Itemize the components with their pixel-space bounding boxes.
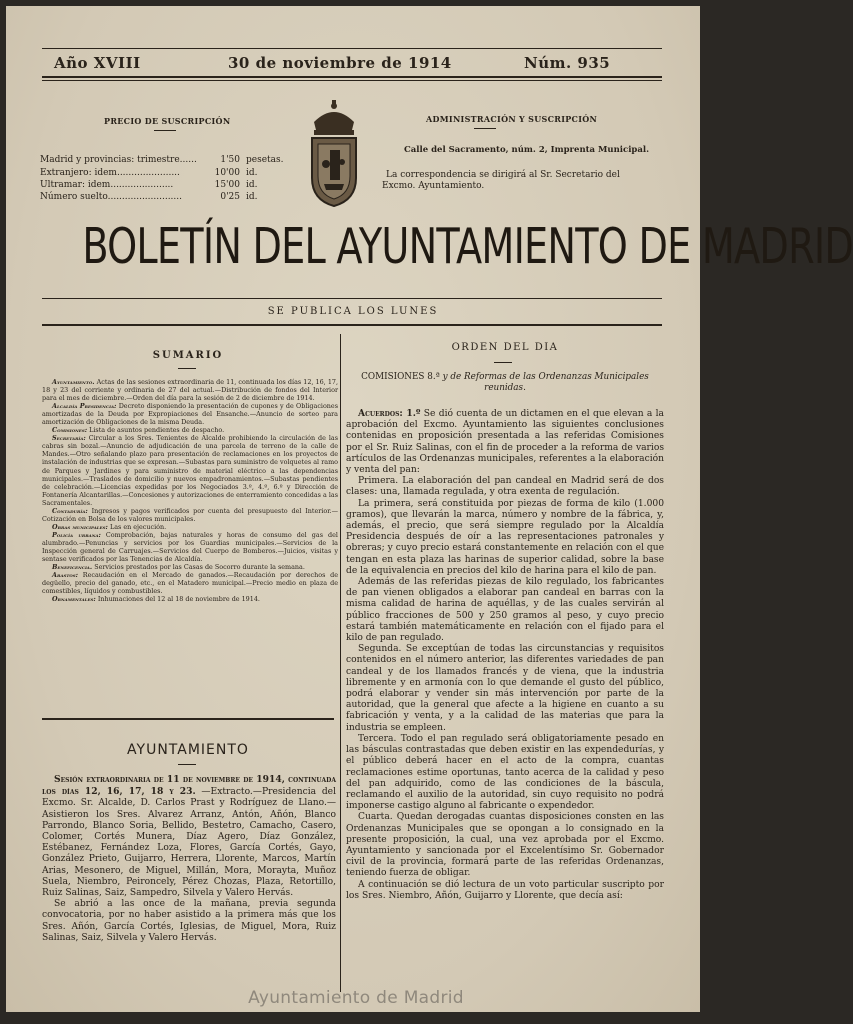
paragraph [42, 563, 338, 571]
paragraph-text: Además de las referidas piezas de kilo regulado, los fabricantes de pan vienen obligados a elaborar pan candeal en barras con la misma calidad de harina de aquéllas, y de las cuales servirán al público fracciones de 500 y 250 gramos al peso, y cuyo precio estará también matemáticamente en relación con el fijado para el kilo de pan regulado. [346, 577, 664, 644]
issue-year: Año XVIII [54, 54, 141, 72]
subscription-row [40, 168, 300, 180]
paragraph-text: Circular a los Sres. Tenientes de Alcalde prohibiendo la circulación de las cabras sin bozal.—Anuncio de adjudicación de una parcela de terreno de la calle de Mandes.—Otro señalando plazo para presentación de reclamaciones en los proyectos de instalación de industrias que se expresan.—Subastas para suministro de volquetes al ramo de Parques y Jardines y para suministro de material eléctrico a las dependencias municipales.—Traslados de domicilio y nuevos empadronamientos.—Subastas pendientes de celebración.—Licencias expedidas por los Negociados 3.º, 4.º, 6.º y Dirección de Fontanería Alcantarillas.—Concesiones y autorizaciones de enterramiento concedidas a las Sacramentales. [42, 434, 338, 507]
paragraph [42, 378, 338, 402]
paragraph [42, 595, 338, 603]
subscription-row [40, 180, 300, 192]
subscription-label: Madrid y provincias: trimestre...... [40, 155, 197, 165]
paragraph-text: Cuarta. Quedan derogadas cuantas disposiciones consten en las Ordenanzas Municipales que se opongan a lo consignado en la presente proposición, la cual, una vez aprobada por el Excmo. Ayuntamiento y sancionada por el Excelentísimo Sr. Gobernador civil de la provincia, formará parte de las referidas Ordenanzas, teniendo fuerza de obligar. [346, 812, 664, 879]
subscription-unit: id. [246, 168, 258, 178]
paragraph-text: Inhumaciones del 12 al 18 de noviembre de 1914. [97, 595, 260, 604]
subscription-label: Número suelto.......................... [40, 192, 182, 202]
subscription-title: PRECIO DE SUSCRIPCIÓN [104, 116, 231, 126]
paragraph-text: —Extracto.—Presidencia del Excmo. Sr. Alcalde, D. Carlos Prast y Rodríguez de Llano.—Asistieron los Sres. Alvarez Arranz, Antón, Añón, Blanco Parrondo, Blanco Soria, Bellido, Bestetro, Camacho, Casero, Colomer, Cortés Munera, Díaz Agero, Díaz González, Estébanez, Fernández Loza, Flores, García Cortés, Gayo, González Prieto, Guijarro, Herrera, Llorente, Marcos, Martín Arias, Mesonero, de Miguel, Millán, Mora, Morayta, Muñoz Suela, Niembro, Peironcely, Pérez Chozas, Plaza, Retortillo, Ruiz Salinas, Saiz, Sampedro, Silvela y Valero Hervás. [42, 787, 336, 899]
masthead-tagline: SE PUBLICA LOS LUNES [267, 306, 439, 317]
subscription-price: 15'00 [214, 180, 240, 190]
ayuntamiento-heading: AYUNTAMIENTO [127, 742, 249, 758]
section-lead: Contaduría: [52, 506, 88, 515]
subscription-price: 1'50 [220, 155, 240, 165]
paragraph [42, 523, 338, 531]
paragraph [346, 499, 664, 577]
paragraph-text: Decreto disponiendo la presentación de cupones y de Obligaciones amortizadas de la Deuda por Expropiaciones del Ensanche.—Anuncio de sorteo para amortización de Obligaciones de la misma Deuda. [42, 402, 338, 427]
paragraph [346, 734, 664, 812]
section-lead: Abastos: [52, 571, 79, 580]
sumario-end-rule [42, 718, 334, 720]
paragraph-text: Primera. La elaboración del pan candeal en Madrid será de dos clases: una, llamada regulada, y otra exenta de regulación. [346, 476, 664, 498]
sumario-dash [178, 368, 196, 369]
paragraph-text: Las en ejecución. [109, 522, 167, 531]
masthead-rule [42, 298, 662, 299]
section-lead: Secretaría: [52, 434, 86, 443]
orden-subheading-lead: COMISIONES 8.ª [361, 372, 440, 382]
paragraph [346, 476, 664, 498]
newspaper-page [6, 6, 853, 1012]
paragraph-text: Se dió cuenta de un dictamen en el que elevan a la aprobación del Excmo. Ayuntamiento las siguientes conclusiones contenidas en proposición presentada a las referidas Comisiones por el Sr. Ruiz Salinas, con el fin de proceder a la reforma de varios artículos de las Ordenanzas municipales, referentes a la elaboración y venta del pan: [346, 409, 664, 476]
paragraph-text: Servicios prestados por las Casas de Socorro durante la semana. [94, 563, 305, 572]
ayuntamiento-body [42, 774, 336, 988]
session-lead: Sesión extraordinaria de 11 de noviembre de 1914, continuada los días 12, 16, 17, 18 y 23. [42, 774, 336, 798]
subscription-row [40, 192, 300, 204]
sumario-heading: SUMARIO [152, 350, 224, 361]
sumario-body [42, 378, 338, 712]
paragraph [346, 408, 664, 476]
administration-address: Calle del Sacramento, núm. 2, Imprenta Municipal. [404, 145, 650, 155]
administration-title: ADMINISTRACIÓN Y SUSCRIPCIÓN [426, 114, 598, 124]
masthead-title: BOLETÍN DEL AYUNTAMIENTO DE MADRID [82, 218, 853, 275]
column-divider [340, 334, 341, 992]
subscription-unit: id. [246, 192, 258, 202]
paragraph-text: Actas de las sesiones extraordinaria de 11, continuada los días 12, 16, 17, 18 y 23 del corriente y ordinaria de 27 del actual.—Distribución de fondos del Interior para el mes de diciembre.—Orden del día para la sesión de 2 de diciembre de 1914. [42, 378, 338, 403]
section-lead: Beneficencia. [52, 563, 93, 572]
section-lead: Policía urbana: [52, 530, 101, 539]
paragraph [346, 880, 664, 902]
paragraph [42, 531, 338, 563]
subscription-dash [154, 130, 176, 131]
paragraph-text: Recaudación en el Mercado de ganados.—Recaudación por derechos de degüello, precio del ganado, etc., en el Matadero municipal.—Precio medio en plaza de comestibles, líquidos y combustibles. [42, 571, 338, 596]
orden-dash [494, 362, 512, 363]
subscription-price: 0'25 [220, 192, 240, 202]
section-lead: Alcaldía Presidencia: [52, 402, 117, 411]
paragraph [42, 402, 338, 426]
subscription-label: Ultramar: idem...................... [40, 180, 174, 190]
issue-number: Núm. 935 [524, 54, 611, 72]
header-rule [42, 76, 662, 78]
orden-subheading-text: y de Reformas de las Ordenanzas Municipales reunidas. [442, 372, 649, 393]
orden-subheading [346, 372, 664, 394]
paragraph [42, 426, 338, 434]
section-lead: Ayuntamiento. [52, 378, 95, 386]
section-lead: Ornamentales: [52, 595, 96, 604]
paragraph [42, 434, 338, 506]
paragraph-text: Segunda. Se exceptúan de todas las circunstancias y requisitos contenidos en el número anterior, las diferentes variedades de pan candeal y de los llamados francés y de viena, que la industria libremente y en armonía con lo que demande el gusto del público, podrá elaborar y vender sin más intervención por parte de la autoridad, que la general que afecte a la higiene en cuanto a su fabricación y venta, y a la calidad de las materias que para la industria se empleen. [346, 644, 664, 733]
ayuntamiento-dash [178, 764, 196, 765]
tagline-rule [42, 324, 662, 326]
paragraph [346, 577, 664, 644]
subscription-label: Extranjero: idem...................... [40, 168, 180, 178]
paragraph [42, 507, 338, 523]
paragraph [346, 644, 664, 734]
section-lead: Comisiones: [52, 426, 88, 435]
subscription-unit: id. [246, 180, 258, 190]
top-rule [42, 48, 662, 49]
coat-of-arms-icon [302, 100, 366, 210]
paragraph-text: La primera, será constituida por piezas de forma de kilo (1.000 gramos), que llevarán la marca, número y nombre de la fábrica, y, además, el precio, que será siempre regulado por la Alcaldía Presidencia después de oír a las representaciones patronales y obreras; y cuyo precio estará constantemente en relación con el que tengan en esta plaza las harinas de superior calidad, sobre la base de la equivalencia en precios del kilo de harina para el kilo de pan. [346, 498, 664, 576]
watermark-footer: Ayuntamiento de Madrid [248, 988, 464, 1008]
orden-body [346, 408, 664, 992]
paragraph-text: Lista de asuntos pendientes de despacho. [89, 426, 225, 435]
paragraph [42, 899, 336, 944]
subscription-unit: pesetas. [246, 155, 284, 165]
paragraph-text: Tercera. Todo el pan regulado será obligatoriamente pesado en las básculas contrastadas que deben existir en las expendedurías, y el público deberá hacer en el acto de la compra, cuantas reclamaciones estime oportunas, tanto acerca de la calidad y peso del pan adquirido, como de las condiciones de la báscula, reclamando el auxilio de la autoridad, sin cuyo requisito no podrá imponerse castigo alguno al fabricante o expendedor. [346, 733, 664, 812]
paragraph [42, 571, 338, 595]
subscription-row [40, 155, 300, 167]
header-rule-thin [42, 80, 662, 81]
paragraph-text: Se abrió a las once de la mañana, previa segunda convocatoria, por no haber asistido a la primera más que los Sres. Añón, García Cortés, Iglesias, de Miguel, Mora, Ruiz Salinas, Saiz, Silvela y Valero Hervás. [42, 899, 336, 943]
administration-dash [474, 128, 496, 129]
orden-heading: ORDEN DEL DIA [451, 342, 559, 353]
paragraph-text: Ingresos y pagos verificados por cuenta del presupuesto del Interior.—Cotización en Bolsa de los valores municipales. [42, 506, 338, 523]
section-lead: Obras municipales: [52, 522, 108, 531]
paragraph-lead: Acuerdos: 1.º [358, 408, 421, 419]
administration-note: La correspondencia se dirigirá al Sr. Secretario del Excmo. Ayuntamiento. [382, 170, 620, 191]
issue-date: 30 de noviembre de 1914 [228, 54, 452, 72]
paragraph-text: Comprobación, bajas naturales y horas de consumo del gas del alumbrado.—Penuncias y servicios por los Guardias municipales.—Servicios de la Inspección general de Carruajes.—Servicios del Cuerpo de Bomberos.—Juicios, visitas y sentase verificados por las Tenencias de Alcaldía. [42, 530, 338, 564]
subscription-price: 10'00 [214, 168, 240, 178]
paragraph-text: A continuación se dió lectura de un voto particular suscripto por los Sres. Niembro, Añón, Guijarro y Llorente, que decía así: [346, 879, 664, 901]
paragraph [346, 812, 664, 879]
paragraph [42, 774, 336, 899]
